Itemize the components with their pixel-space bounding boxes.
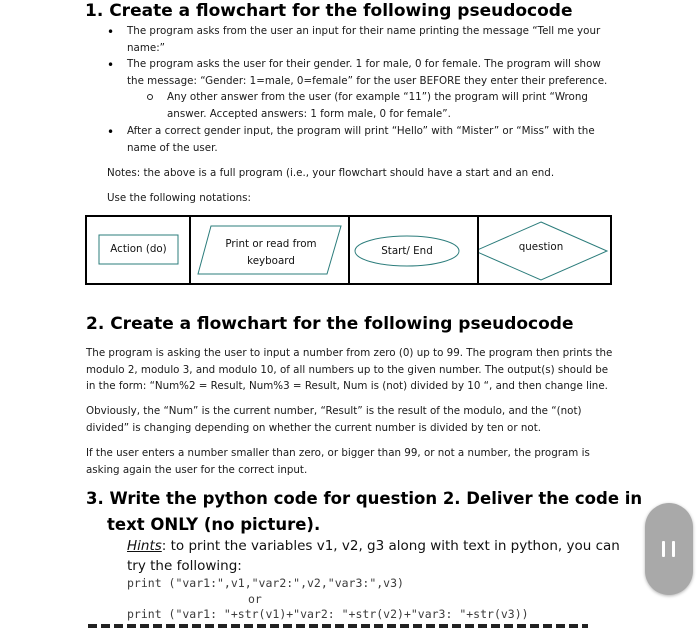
notation-action-label: Action (do) — [110, 243, 167, 255]
notation-question-label: question — [518, 241, 564, 253]
q1-notations-intro: Use the following notations: — [107, 192, 251, 204]
code-example-2: print ("var1: "+str(v1)+"var2: "+str(v2)+"var3: "+str(v3)) — [127, 607, 529, 621]
q1-bullet-2: The program asks the user for their gender. 1 for male, 0 for female. The program will show the message: “Gender: 1=male, 0=female” for the user BEFORE they enter their preference. — [127, 58, 608, 87]
code-example-1: print ("var1:",v1,"var2:",v2,"var3:",v3) — [127, 576, 404, 590]
q1-bullet-1: The program asks from the user an input for their name printing the message “Tell me your name:” — [127, 25, 601, 54]
q2-paragraph-3: If the user enters a number smaller than zero, or bigger than 99, or not a number, the program is asking again the user for the correct input. — [86, 447, 590, 476]
hints-label: Hints — [127, 538, 162, 554]
notation-io-cell — [191, 217, 350, 283]
notation-io-label: Print or read from keyboard — [225, 238, 317, 267]
q2-paragraph-2: Obviously, the “Num” is the current number, “Result” is the result of the modulo, and the “(not) divided” is changing depending on whether the current number is divided by ten or not. — [86, 405, 582, 434]
bullet-dot: • — [107, 125, 115, 139]
q2-title: 2. Create a flowchart for the following pseudocode — [86, 314, 574, 334]
q1-bullet-3: After a correct gender input, the program will print “Hello” with “Mister” or “Miss” with the name of the user. — [127, 125, 595, 154]
q1-sub-bullet: Any other answer from the user (for example “11”) the program will print “Wrong answer. Accepted answers: 1 form male, 0 for female”. — [167, 91, 588, 120]
q1-title: 1. Create a flowchart for the following pseudocode — [85, 1, 573, 21]
notation-table — [85, 215, 612, 285]
q1-notes: Notes: the above is a full program (i.e., your flowchart should have a start and an end. — [107, 167, 555, 179]
cut-off-text — [88, 624, 588, 628]
notation-action-cell — [87, 217, 191, 283]
notation-start-end-cell — [350, 217, 479, 283]
bullet-dot: • — [107, 58, 115, 72]
q3-hints — [127, 536, 622, 576]
floating-scroll-button[interactable] — [645, 503, 693, 595]
hints-text: : to print the variables v1, v2, g3 along with text in python, you can try the following: — [127, 538, 620, 574]
notation-question-cell — [479, 217, 610, 283]
q3-title: 3. Write the python code for question 2. Deliver the code in text ONLY (no picture). — [86, 489, 643, 534]
q2-paragraph-1: The program is asking the user to input a number from zero (0) up to 99. The program then prints the modulo 2, modulo 3, and modulo 10, of all numbers up to the given number. The output(s) should be in the form: “Num%2 = Result, Num%3 = Result, Num is (not) divided by 10 “, and then change line. — [86, 347, 613, 392]
sub-bullet-circle — [147, 94, 153, 100]
code-or: or — [248, 592, 262, 606]
notation-start-end-label: Start/ End — [381, 245, 433, 257]
bullet-dot: • — [107, 25, 115, 39]
